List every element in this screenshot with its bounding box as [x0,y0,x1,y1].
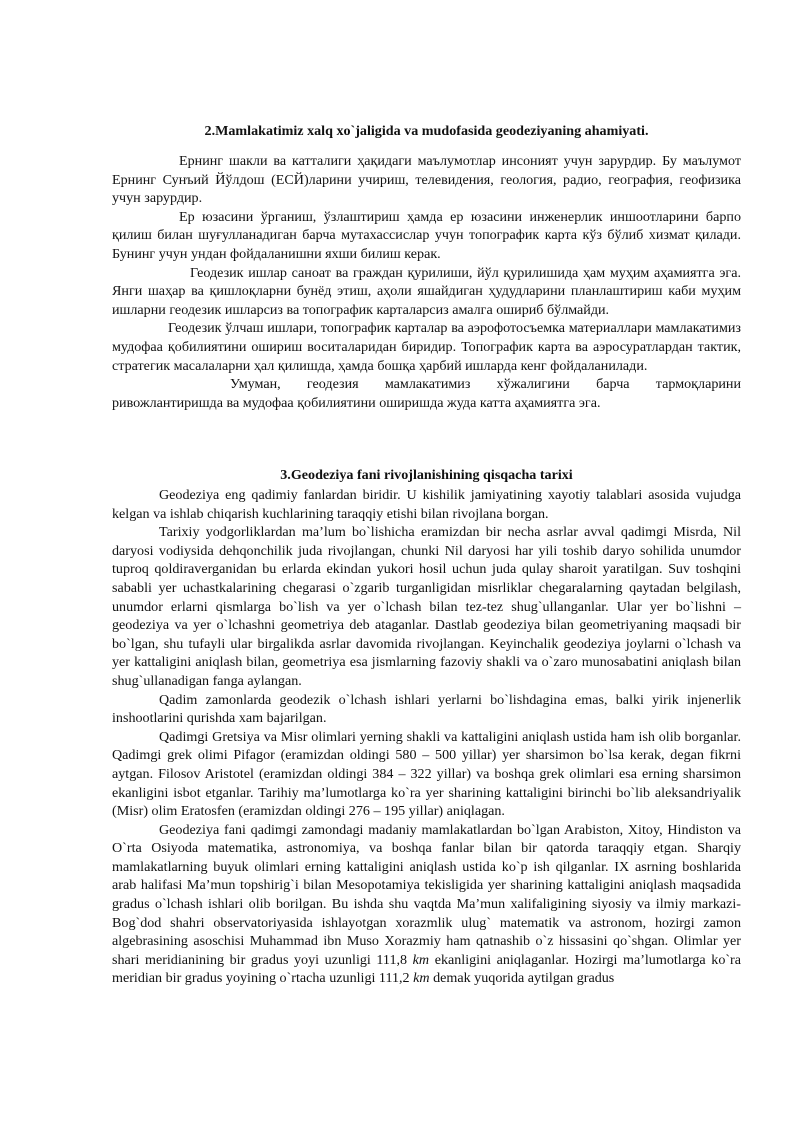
section-2-paragraph-1: Ернинг шакли ва катталиги ҳақидаги маълумотлар инсоният учун зарурдир. Бу маълумот Ернинг Сунъий Йўлдош (ЕСЙ)ларини учириш, телевидения, геология, радио, география, геофизика учун зарурдир. [112,153,741,207]
unit-km: km [413,970,430,987]
section-3-paragraph-3: Qadim zamonlarda geodezik o`lchash ishlari yerlarni bo`lishdagina emas, balki yirik injenerlik inshootlarini qurishda xam bajarilgan. [112,691,741,727]
section-3-heading: 3.Geodeziya fani rivojlanishining qisqacha tarixi [280,467,573,483]
section-2-body [112,152,741,412]
section-3-paragraph-1: Geodeziya eng qadimiy fanlardan biridir. U kishilik jamiyatining xayotiy talablari asosida vujudga kelgan va ishlab chiqarish kuchlarining taraqqiy etishi bilan rivojlana borgan. [112,487,741,522]
section-2-paragraph-4: Геодезик ўлчаш ишлари, топографик карталар ва аэрофотосъемка материаллари мамлакатимиз мудофаа қобилиятини ошириш воситаларидан биридир. Топографик карта ва аэросуратлардан тактик, стратегик масалаларни ҳал қилишда, ҳамда бошқа ҳарбий ишларда кенг фойдаланилади. [112,320,741,374]
section-3-paragraph-5: Geodeziya fani qadimgi zamondagi madaniy mamlakatlardan bo`lgan Arabiston, Xitoy, Hindiston va O`rta Osiyoda matematika, astronomiya, va boshqa fanlar bilan bir qatorda taraqqiy etgan. Sharqiy mamlakatlarning buyuk olimlari erning kattaligini aniqlash ustida ko`p ish qilganlar. IX asrning boshlarida arab halifasi Ma’mun topshirig`i bilan Mesopotamiya tekisligida yer sharining kattaligini aniqlash maqsadida gradus o`lchash ishlari olib borilgan. Bu ishda shu vaqtda Ma’mun xalifaligining siyosiy va ilmiy markazi-Bog`dod shahri observatoriyasida ishlayotgan xorazmlik ulug` matematik va astronom, hozirgi zamon algebrasining asoschisi Muhammad ibn Muso Xorazmiy ham qatnashib o`z hissasini qo`shgan. Olimlar yer shari meridianining bir gradus yoyi uzunligi 111,8 km ekanligini aniqlaganlar. Hozirgi ma’lumotlarga ko`ra meridian bir gradus yoyining o`rtacha uzunligi 111,2 km demak yuqorida aytilgan gradus [112,821,742,987]
section-3-body [112,486,741,988]
section-3-paragraph-4: Qadimgi Gretsiya va Misr olimlari yerning shakli va kattaligini aniqlash ustida ham ish olib borganlar. Qadimgi grek olimi Pifagor (eramizdan oldingi 580 – 500 yillar) yer sharsimon bo`lsa kerak, degan fikrni aytgan. Filosov Aristotel (eramizdan oldingi 384 – 322 yillar) va boshqa grek olimlari esa erning sharsimon ekanligini isbot etganlar. Tarihiy ma’lumotlarga ko`ra yer sharining kattaligini birinchi bo`lib aleksandriyalik (Misr) olim Eratosfen (eramizdan oldingi 276 – 195 yillar) aniqlagan. [112,728,741,820]
section-3-paragraph-2: Tarixiy yodgorliklardan ma’lum bo`lishicha eramizdan bir necha asrlar avval qadimgi Misrda, Nil daryosi vodiysida dehqonchilik juda rivojlangan, chunki Nil daryosi har yili toshib daryo sohilida unumdor tuproq qoldiraverganidan bu erlarda ekindan yukori hosil uchun juda qulay sharoit yaratilgan. Suv toshqini sababli yer uchastkalarining chegarasi o`zgarib turganligidan misrliklar chegaralarning qaytadan belgilash, unumdor erlarni qismlarga bo`lish va yer o`lchash bilan tez-tez shug`ullanganlar. Ular yer bo`lishni – geodeziya va yer o`lchashni geometriya deb ataganlar. Dastlab geodeziya bilan geometriyaning maqsadi bir bo`lgan, shu tufayli ular birgalikda asrlar davomida rivojlangan. Keyinchalik geodeziya joylarni o`lchash va yer kattaligini aniqlash bilan, geometriya esa jismlarning fazoviy shakli va o`zaro munosabatini aniqlash bilan shug`ullanadigan fanga aylangan. [112,524,741,689]
section-2-paragraph-3: Геодезик ишлар саноат ва граждан қурилиши, йўл қурилишида ҳам муҳим аҳамиятга эга. Янги шаҳар ва қишлоқларни бунёд этиш, аҳоли яшайдиган ҳудудларини планлаштириш каби муҳим ишларни геодезик ишларсиз ва топографик карталарсиз амалга ошириб бўлмайди. [112,264,741,318]
section-2-heading: 2.Mamlakatimiz xalq xo`jaligida va mudofasida geodeziyaning ahamiyati. [204,123,649,139]
unit-km: km [412,951,430,968]
section-2-paragraph-5: Умуман, геодезия мамлакатимиз хўжалигини барча тармоқларини ривожлантиришда ва мудофаа қобилиятини оширишда жуда катта аҳамиятга эга. [112,376,741,411]
section-2-paragraph-2: Ер юзасини ўрганиш, ўзлаштириш ҳамда ер юзасини инженерлик иншоотларини барпо қилиш билан шуғулланадиган барча мутахассислар учун топографик карта кўз бўлиб хизмат қилади. Бунинг учун ундан фойдаланишни яхши билиш керак. [112,208,741,262]
